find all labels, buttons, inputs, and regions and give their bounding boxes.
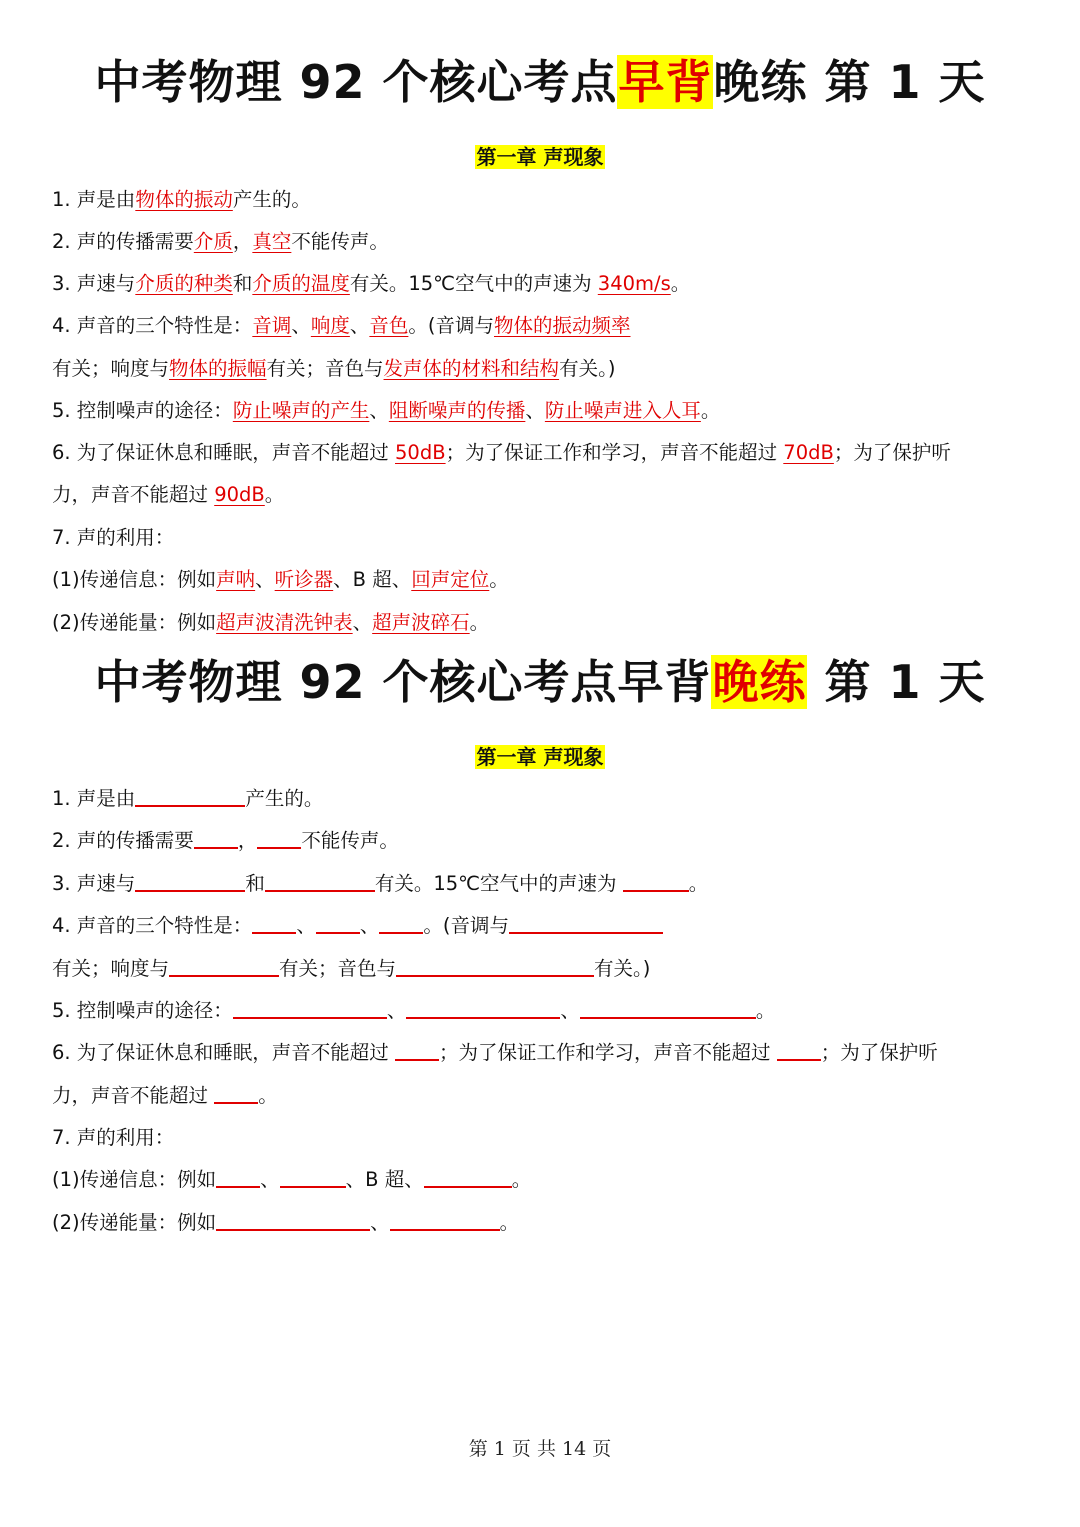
answer: 90dB	[214, 483, 265, 506]
evening-item-7-1: (1)传递信息：例如 、 、B 超、 。	[52, 1168, 532, 1191]
morning-title: 中考物理 92 个核心考点早背晚练 第 1 天	[94, 55, 986, 109]
evening-item-7: 7. 声的利用：	[52, 1126, 175, 1149]
fill-blank[interactable]	[257, 827, 301, 849]
evening-item-6: 6. 为了保证休息和睡眠，声音不能超过 ；为了保证工作和学习，声音不能超过 ；为了保护听	[52, 1041, 938, 1064]
answer: 介质的温度	[252, 272, 350, 295]
fill-blank[interactable]	[135, 785, 245, 807]
morning-item-7-2: (2)传递能量：例如超声波清洗钟表、超声波碎石。	[52, 611, 490, 634]
fill-blank[interactable]	[623, 870, 689, 892]
morning-item-1: 1. 声是由物体的振动产生的。	[52, 188, 311, 211]
fill-blank[interactable]	[252, 912, 296, 934]
answer: 回声定位	[411, 568, 490, 591]
morning-item-3: 3. 声速与介质的种类和介质的温度有关。15℃空气中的声速为 340m/s。	[52, 272, 691, 295]
answer: 音色	[369, 314, 409, 337]
fill-blank[interactable]	[777, 1039, 821, 1061]
morning-chapter-heading: 第一章 声现象	[476, 145, 604, 169]
answer: 340m/s	[597, 272, 671, 295]
answer: 超声波碎石	[372, 611, 470, 634]
answer: 听诊器	[274, 568, 334, 591]
answer: 真空	[252, 230, 292, 253]
evening-chapter-heading: 第一章 声现象	[476, 745, 604, 769]
morning-item-6-cont: 力，声音不能超过 90dB。	[52, 483, 285, 506]
morning-item-6: 6. 为了保证休息和睡眠，声音不能超过 50dB；为了保证工作和学习，声音不能超过 70dB；为了保护听	[52, 441, 951, 464]
morning-item-7-1: (1)传递信息：例如声呐、听诊器、B 超、回声定位。	[52, 568, 509, 591]
evening-item-4-cont: 有关；响度与 有关；音色与 有关。)	[52, 957, 651, 980]
evening-item-1: 1. 声是由 产生的。	[52, 787, 324, 810]
evening-item-7-2: (2)传递能量：例如 、 。	[52, 1211, 520, 1234]
answer: 声呐	[216, 568, 256, 591]
fill-blank[interactable]	[214, 1082, 258, 1104]
morning-item-4-cont: 有关；响度与物体的振幅有关；音色与发声体的材料和结构有关。)	[52, 357, 616, 380]
fill-blank[interactable]	[135, 870, 245, 892]
page-footer: 第 1 页 共 14 页	[468, 1438, 612, 1460]
evening-item-6-cont: 力，声音不能超过 。	[52, 1084, 278, 1107]
fill-blank[interactable]	[395, 1039, 439, 1061]
morning-item-7: 7. 声的利用：	[52, 526, 175, 549]
answer: 发声体的材料和结构	[383, 357, 560, 380]
evening-item-4: 4. 声音的三个特性是： 、 、 。(音调与	[52, 911, 663, 941]
fill-blank[interactable]	[233, 997, 387, 1019]
fill-blank[interactable]	[509, 912, 663, 934]
fill-blank[interactable]	[406, 997, 560, 1019]
answer: 介质的种类	[135, 272, 233, 295]
answer: 音调	[252, 314, 292, 337]
morning-item-2: 2. 声的传播需要介质，真空不能传声。	[52, 230, 389, 253]
fill-blank[interactable]	[265, 870, 375, 892]
fill-blank[interactable]	[216, 1209, 370, 1231]
evening-title: 中考物理 92 个核心考点早背晚练 第 1 天	[94, 655, 986, 709]
answer: 介质	[193, 230, 233, 253]
answer: 物体的振幅	[169, 357, 267, 380]
fill-blank[interactable]	[379, 912, 423, 934]
morning-item-4: 4. 声音的三个特性是：音调、响度、音色。(音调与物体的振动频率	[52, 314, 631, 337]
fill-blank[interactable]	[316, 912, 360, 934]
answer: 70dB	[783, 441, 834, 464]
answer: 物体的振动	[135, 188, 233, 211]
answer: 超声波清洗钟表	[216, 611, 353, 634]
answer: 阻断噪声的传播	[388, 399, 526, 422]
fill-blank[interactable]	[194, 827, 238, 849]
fill-blank[interactable]	[390, 1209, 500, 1231]
evening-item-3: 3. 声速与 和 有关。15℃空气中的声速为 。	[52, 872, 709, 895]
answer: 物体的振动频率	[494, 314, 631, 337]
fill-blank[interactable]	[396, 955, 594, 977]
answer: 50dB	[395, 441, 446, 464]
title-highlight: 晚练	[712, 655, 807, 709]
answer: 防止噪声进入人耳	[544, 399, 701, 422]
evening-item-2: 2. 声的传播需要 ， 不能传声。	[52, 829, 399, 852]
fill-blank[interactable]	[580, 997, 756, 1019]
title-highlight: 早背	[618, 55, 713, 109]
answer: 防止噪声的产生	[232, 399, 370, 422]
evening-item-5: 5. 控制噪声的途径： 、 、 。	[52, 999, 776, 1022]
morning-item-5: 5. 控制噪声的途径：防止噪声的产生、阻断噪声的传播、防止噪声进入人耳。	[52, 399, 721, 422]
fill-blank[interactable]	[280, 1166, 346, 1188]
fill-blank[interactable]	[169, 955, 279, 977]
fill-blank[interactable]	[216, 1166, 260, 1188]
fill-blank[interactable]	[424, 1166, 512, 1188]
answer: 响度	[310, 314, 350, 337]
